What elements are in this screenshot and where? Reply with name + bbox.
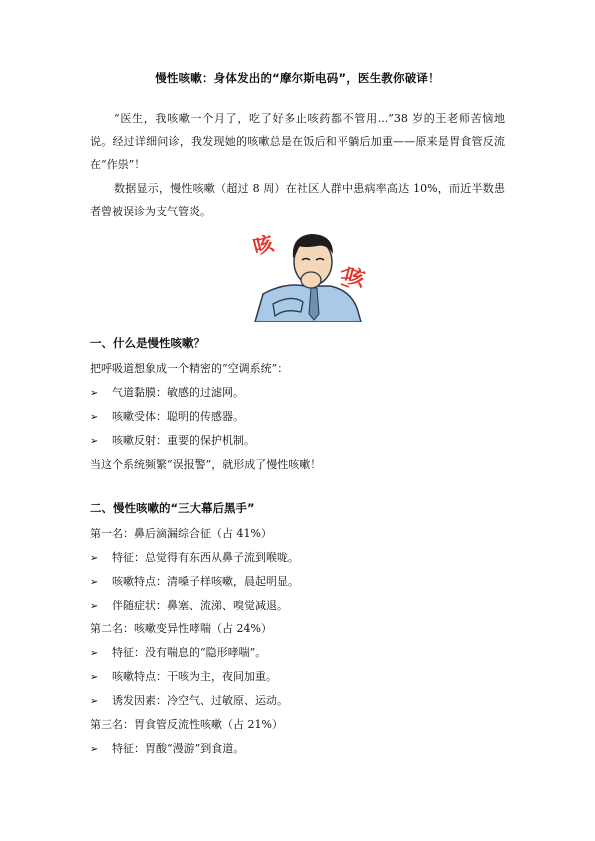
list-item: ➢ 特征：没有喘息的“隐形哮喘”。	[90, 646, 267, 659]
section-1-lead: 把呼吸道想象成一个精密的“空调系统”：	[90, 362, 289, 375]
arrowhead-bullet-icon: ➢	[90, 744, 99, 755]
intro-paragraph-2: 数据显示，慢性咳嗽（超过 8 周）在社区人群中患病率高达 10%，而近半数患者曾被误诊为支气管炎。	[90, 182, 505, 218]
page-title: 慢性咳嗽：身体发出的“摩尔斯电码”，医生教你破译！	[155, 71, 440, 85]
arrowhead-bullet-icon: ➢	[90, 577, 99, 588]
list-item: ➢ 伴随症状：鼻塞、流涕、嗅觉减退。	[90, 599, 288, 612]
list-item: ➢ 诱发因素：冷空气、过敏原、运动。	[90, 694, 288, 707]
cough-text-right: 咳	[341, 262, 368, 292]
list-item: ➢ 咳嗽受体：聪明的传感器。	[90, 410, 244, 423]
cause-1-title: 第一名：鼻后滴漏综合征（占 41%）	[90, 527, 272, 540]
coughing-man-illustration	[245, 224, 375, 322]
arrowhead-bullet-icon: ➢	[90, 601, 99, 612]
list-item: ➢ 咳嗽特点：干咳为主，夜间加重。	[90, 670, 277, 683]
cough-text-left: 咳	[250, 230, 277, 260]
list-item: ➢ 咳嗽特点：清嗓子样咳嗽，晨起明显。	[90, 575, 299, 588]
arrowhead-bullet-icon: ➢	[90, 388, 99, 399]
cause-3-title: 第三名：胃食管反流性咳嗽（占 21%）	[90, 718, 283, 731]
list-item: ➢ 气道黏膜：敏感的过滤网。	[90, 386, 244, 399]
section-2-heading: 二、慢性咳嗽的“三大幕后黑手”	[90, 501, 255, 515]
arrowhead-bullet-icon: ➢	[90, 553, 99, 564]
arrowhead-bullet-icon: ➢	[90, 672, 99, 683]
list-item: ➢ 特征：总觉得有东西从鼻子流到喉咙。	[90, 551, 299, 564]
list-item: ➢ 咳嗽反射：重要的保护机制。	[90, 434, 255, 447]
section-1-closing: 当这个系统频繁“误报警”，就形成了慢性咳嗽！	[90, 458, 322, 471]
fist-shape	[301, 272, 321, 288]
intro-paragraph-1: “医生，我咳嗽一个月了，吃了好多止咳药都不管用...”38 岁的王老师苦恼地说。经过详细问诊，我发现她的咳嗽总是在饭后和平躺后加重——原来是胃食管反流在“作祟”！	[90, 112, 505, 171]
shirt-shape	[255, 285, 361, 322]
arrowhead-bullet-icon: ➢	[90, 412, 99, 423]
tie-shape	[309, 288, 319, 320]
cause-2-title: 第二名：咳嗽变异性哮喘（占 24%）	[90, 622, 272, 635]
arrowhead-bullet-icon: ➢	[90, 696, 99, 707]
arrowhead-bullet-icon: ➢	[90, 648, 99, 659]
arrowhead-bullet-icon: ➢	[90, 436, 99, 447]
section-1-heading: 一、什么是慢性咳嗽？	[90, 336, 205, 350]
list-item: ➢ 特征：胃酸“漫游”到食道。	[90, 742, 245, 755]
